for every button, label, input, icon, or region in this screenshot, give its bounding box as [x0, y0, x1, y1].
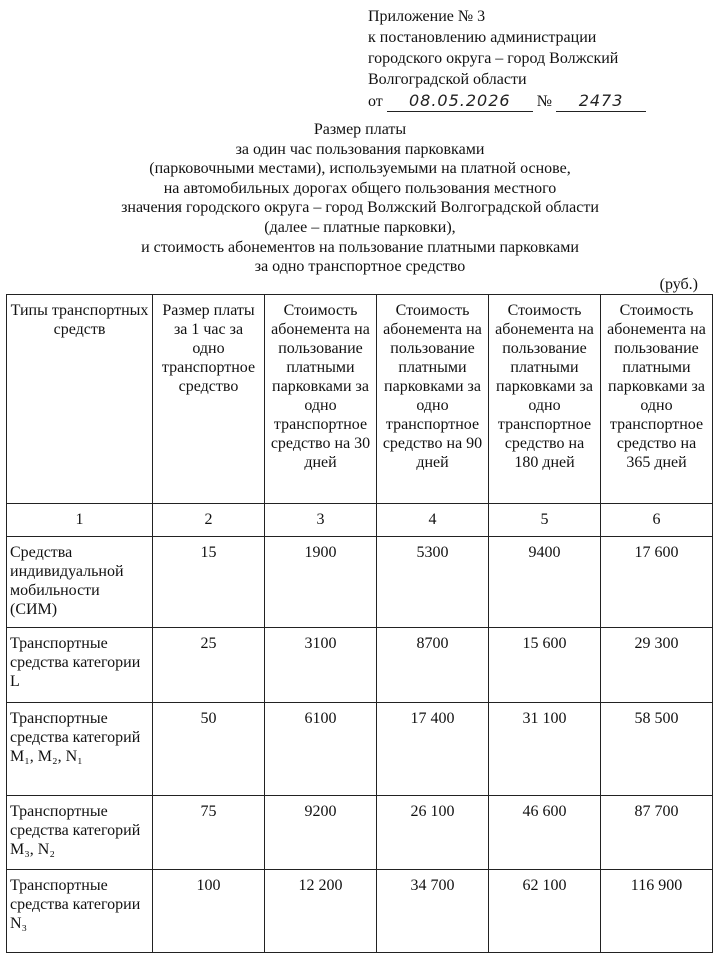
title-line: за один час пользования парковками [235, 140, 485, 158]
pass-30-cell: 1900 [265, 537, 377, 628]
header-pass-90-days: Стоимость абонемента на пользование платными парковками за одно транспортное средство на 90 дней [377, 295, 489, 504]
vehicle-type-cell: Транспортные средства категории N₃ [7, 870, 153, 953]
column-number: 6 [601, 504, 713, 537]
pass-90-cell: 8700 [377, 628, 489, 703]
pass-30-cell: 3100 [265, 628, 377, 703]
vehicle-type-cell: Транспортные средства категории L [7, 628, 153, 703]
title-line: и стоимость абонементов на пользование платными парковками [141, 238, 579, 256]
from-label: от [368, 93, 383, 110]
pass-365-cell: 29 300 [601, 628, 713, 703]
column-number: 1 [7, 504, 153, 537]
number-label: № [536, 93, 553, 110]
pass-30-cell: 6100 [265, 703, 377, 796]
pass-90-cell: 5300 [377, 537, 489, 628]
hourly-fee-cell: 25 [153, 628, 265, 703]
appendix-line: к постановлению администрации [368, 29, 597, 46]
vehicle-type-cell: Средства индивидуальной мобильности (СИМ) [7, 537, 153, 628]
hourly-fee-cell: 15 [153, 537, 265, 628]
title-line: за одно транспортное средство [254, 258, 466, 276]
table-row [7, 703, 713, 796]
pass-30-cell: 9200 [265, 796, 377, 870]
title-line: Размер платы [313, 121, 407, 138]
table-row [7, 628, 713, 703]
pass-180-cell: 31 100 [489, 703, 601, 796]
pass-30-cell: 12 200 [265, 870, 377, 953]
title-line: на автомобильных дорогах общего пользования местного [163, 179, 557, 197]
table-row [7, 870, 713, 953]
pass-365-cell: 58 500 [601, 703, 713, 796]
column-number: 4 [377, 504, 489, 537]
column-number: 2 [153, 504, 265, 537]
title-line: значения городского округа – город Волжский Волгоградской области [121, 199, 599, 217]
table-header-row [7, 295, 713, 504]
hourly-fee-cell: 50 [153, 703, 265, 796]
pass-365-cell: 87 700 [601, 796, 713, 870]
header-hourly-fee: Размер платы за 1 час за одно транспортное средство [153, 295, 265, 504]
decree-reference [368, 90, 708, 112]
decree-number: 2473 [556, 90, 646, 112]
pass-90-cell: 26 100 [377, 796, 489, 870]
pass-365-cell: 17 600 [601, 537, 713, 628]
hourly-fee-cell: 100 [153, 870, 265, 953]
title-line: (парковочными местами), используемыми на платной основе, [149, 160, 571, 178]
column-number: 5 [489, 504, 601, 537]
appendix-line: городского округа – город Волжский [368, 50, 619, 67]
document-title [0, 120, 720, 277]
appendix-title: Приложение № 3 [368, 8, 486, 25]
pass-180-cell: 9400 [489, 537, 601, 628]
header-pass-365-days: Стоимость абонемента на пользование платными парковками за одно транспортное средство на 365 дней [601, 295, 713, 504]
vehicle-type-cell: Транспортные средства категорий M₁, M₂, N₁ [7, 703, 153, 796]
vehicle-type-cell: Транспортные средства категорий M₃, N₂ [7, 796, 153, 870]
pass-180-cell: 62 100 [489, 870, 601, 953]
currency-unit: (руб.) [659, 276, 698, 293]
column-number-row [7, 504, 713, 537]
pass-180-cell: 15 600 [489, 628, 601, 703]
pass-180-cell: 46 600 [489, 796, 601, 870]
header-pass-180-days: Стоимость абонемента на пользование платными парковками за одно транспортное средство на 180 дней [489, 295, 601, 504]
decree-date: 08.05.2026 [387, 90, 533, 112]
appendix-line: Волгоградской области [368, 71, 527, 88]
title-line: (далее – платные парковки), [264, 218, 456, 236]
appendix-header [368, 6, 708, 112]
pass-365-cell: 116 900 [601, 870, 713, 953]
header-pass-30-days: Стоимость абонемента на пользование платными парковками за одно транспортное средство на 30 дней [265, 295, 377, 504]
pass-90-cell: 17 400 [377, 703, 489, 796]
pass-90-cell: 34 700 [377, 870, 489, 953]
table-row [7, 537, 713, 628]
column-number: 3 [265, 504, 377, 537]
header-vehicle-type: Типы транспортных средств [7, 295, 153, 504]
table-row [7, 796, 713, 870]
hourly-fee-cell: 75 [153, 796, 265, 870]
parking-fees-table [6, 294, 713, 953]
